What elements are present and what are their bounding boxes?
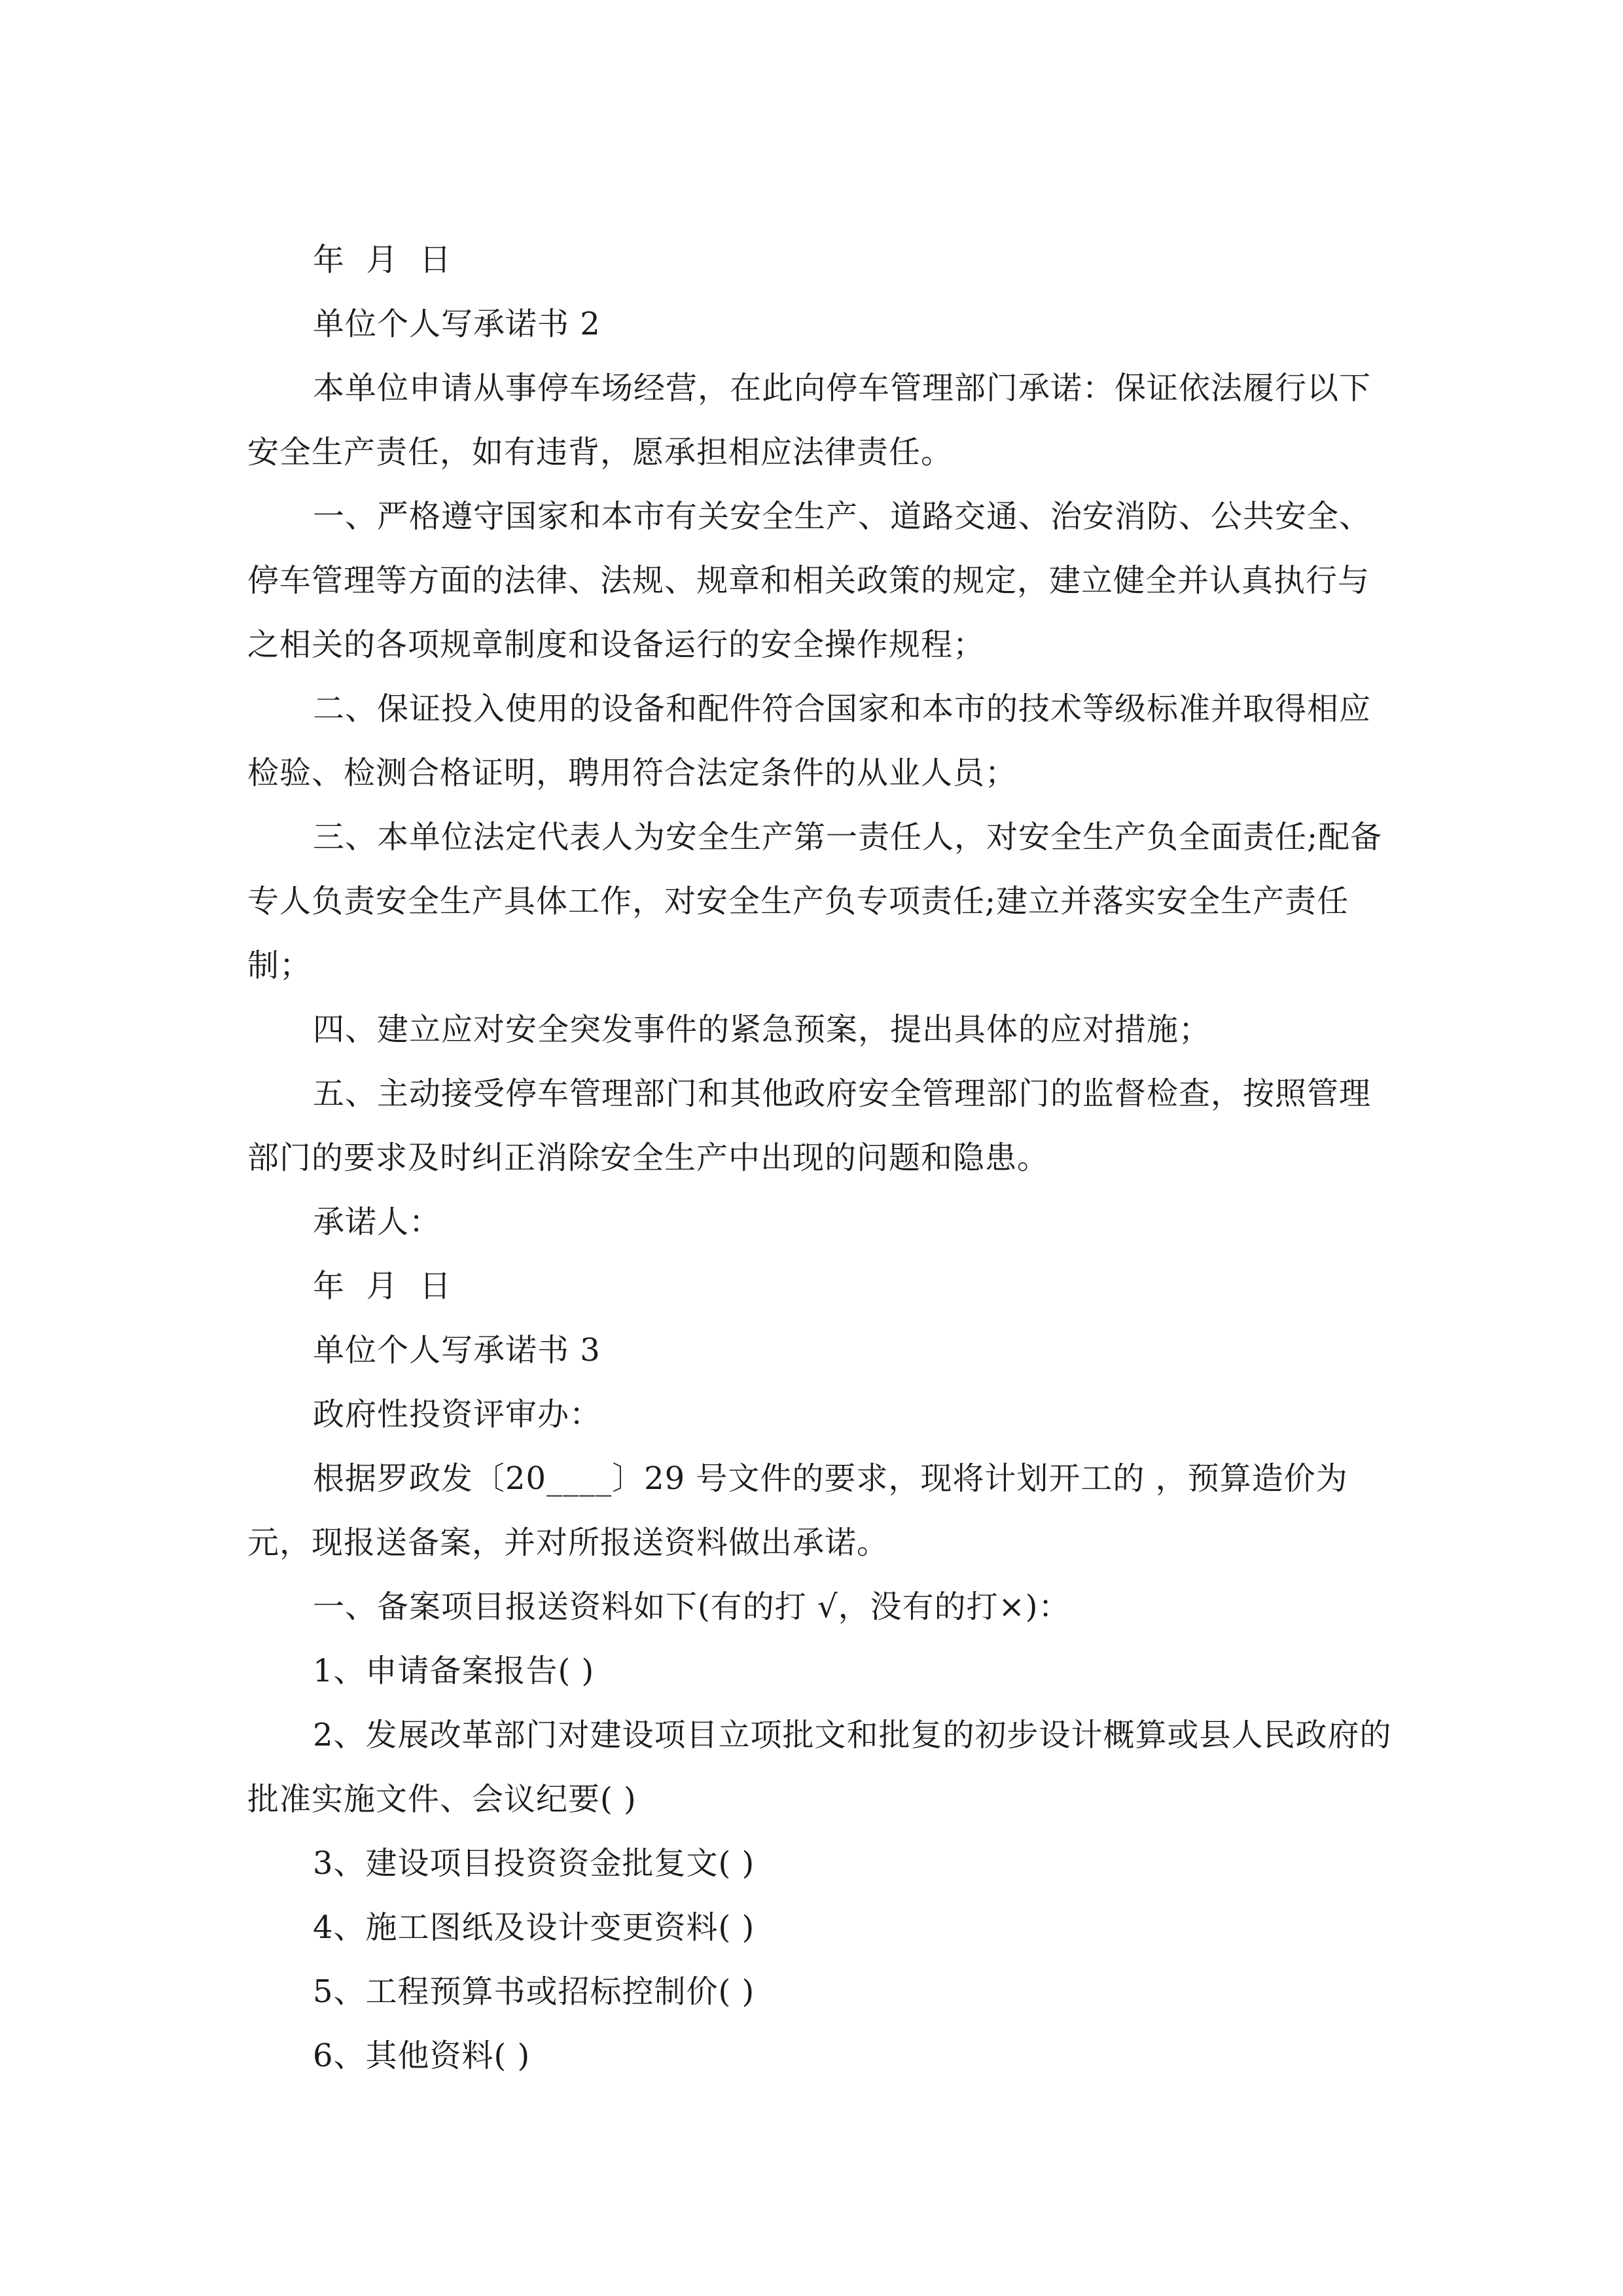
section-heading-2: 单位个人写承诺书 2 xyxy=(313,306,601,342)
list-item: 3、建设项目投资资金批复文( ) xyxy=(313,1845,755,1882)
paragraph-intro-3: 根据罗政发〔20____〕29 号文件的要求，现将计划开工的 ，预算造价为元，现报送备案，并对所报送资料做出承诺。 xyxy=(247,1460,1348,1561)
clause-2: 二、保证投入使用的设备和配件符合国家和本市的技术等级标准并取得相应检验、检测合格证明，聘用符合法定条件的从业人员； xyxy=(247,691,1372,791)
list-item: 6、其他资料( ) xyxy=(313,2037,531,2074)
list-item: 1、申请备案报告( ) xyxy=(313,1653,595,1689)
date-line: 年 月 日 xyxy=(313,1268,452,1304)
section-heading-3: 单位个人写承诺书 3 xyxy=(313,1332,601,1369)
list-item: 2、发展改革部门对建设项目立项批文和批复的初步设计概算或县人民政府的批准实施文件、会议纪要( ) xyxy=(247,1717,1392,1818)
clause-1: 一、严格遵守国家和本市有关安全生产、道路交通、治安消防、公共安全、停车管理等方面的法律、法规、规章和相关政策的规定，建立健全并认真执行与之相关的各项规章制度和设备运行的安全操作规程； xyxy=(247,498,1372,663)
clause-3: 三、本单位法定代表人为安全生产第一责任人，对安全生产负全面责任;配备专人负责安全生产具体工作，对安全生产负专项责任;建立并落实安全生产责任制； xyxy=(247,819,1383,984)
date-line: 年 月 日 xyxy=(313,242,452,278)
list-item: 4、施工图纸及设计变更资料( ) xyxy=(313,1909,755,1946)
list-heading: 一、备案项目报送资料如下(有的打 √，没有的打×)： xyxy=(313,1588,1071,1625)
clause-5: 五、主动接受停车管理部门和其他政府安全管理部门的监督检查，按照管理部门的要求及时纠正消除安全生产中出现的问题和隐患。 xyxy=(247,1075,1372,1176)
signature-label: 承诺人： xyxy=(313,1204,442,1240)
clause-4: 四、建立应对安全突发事件的紧急预案，提出具体的应对措施； xyxy=(313,1011,1211,1048)
addressee: 政府性投资评审办： xyxy=(313,1396,602,1433)
list-item: 5、工程预算书或招标控制价( ) xyxy=(313,1973,755,2010)
paragraph-intro: 本单位申请从事停车场经营，在此向停车管理部门承诺：保证依法履行以下安全生产责任，如有违背，愿承担相应法律责任。 xyxy=(247,370,1372,471)
document-body xyxy=(247,228,1399,2088)
